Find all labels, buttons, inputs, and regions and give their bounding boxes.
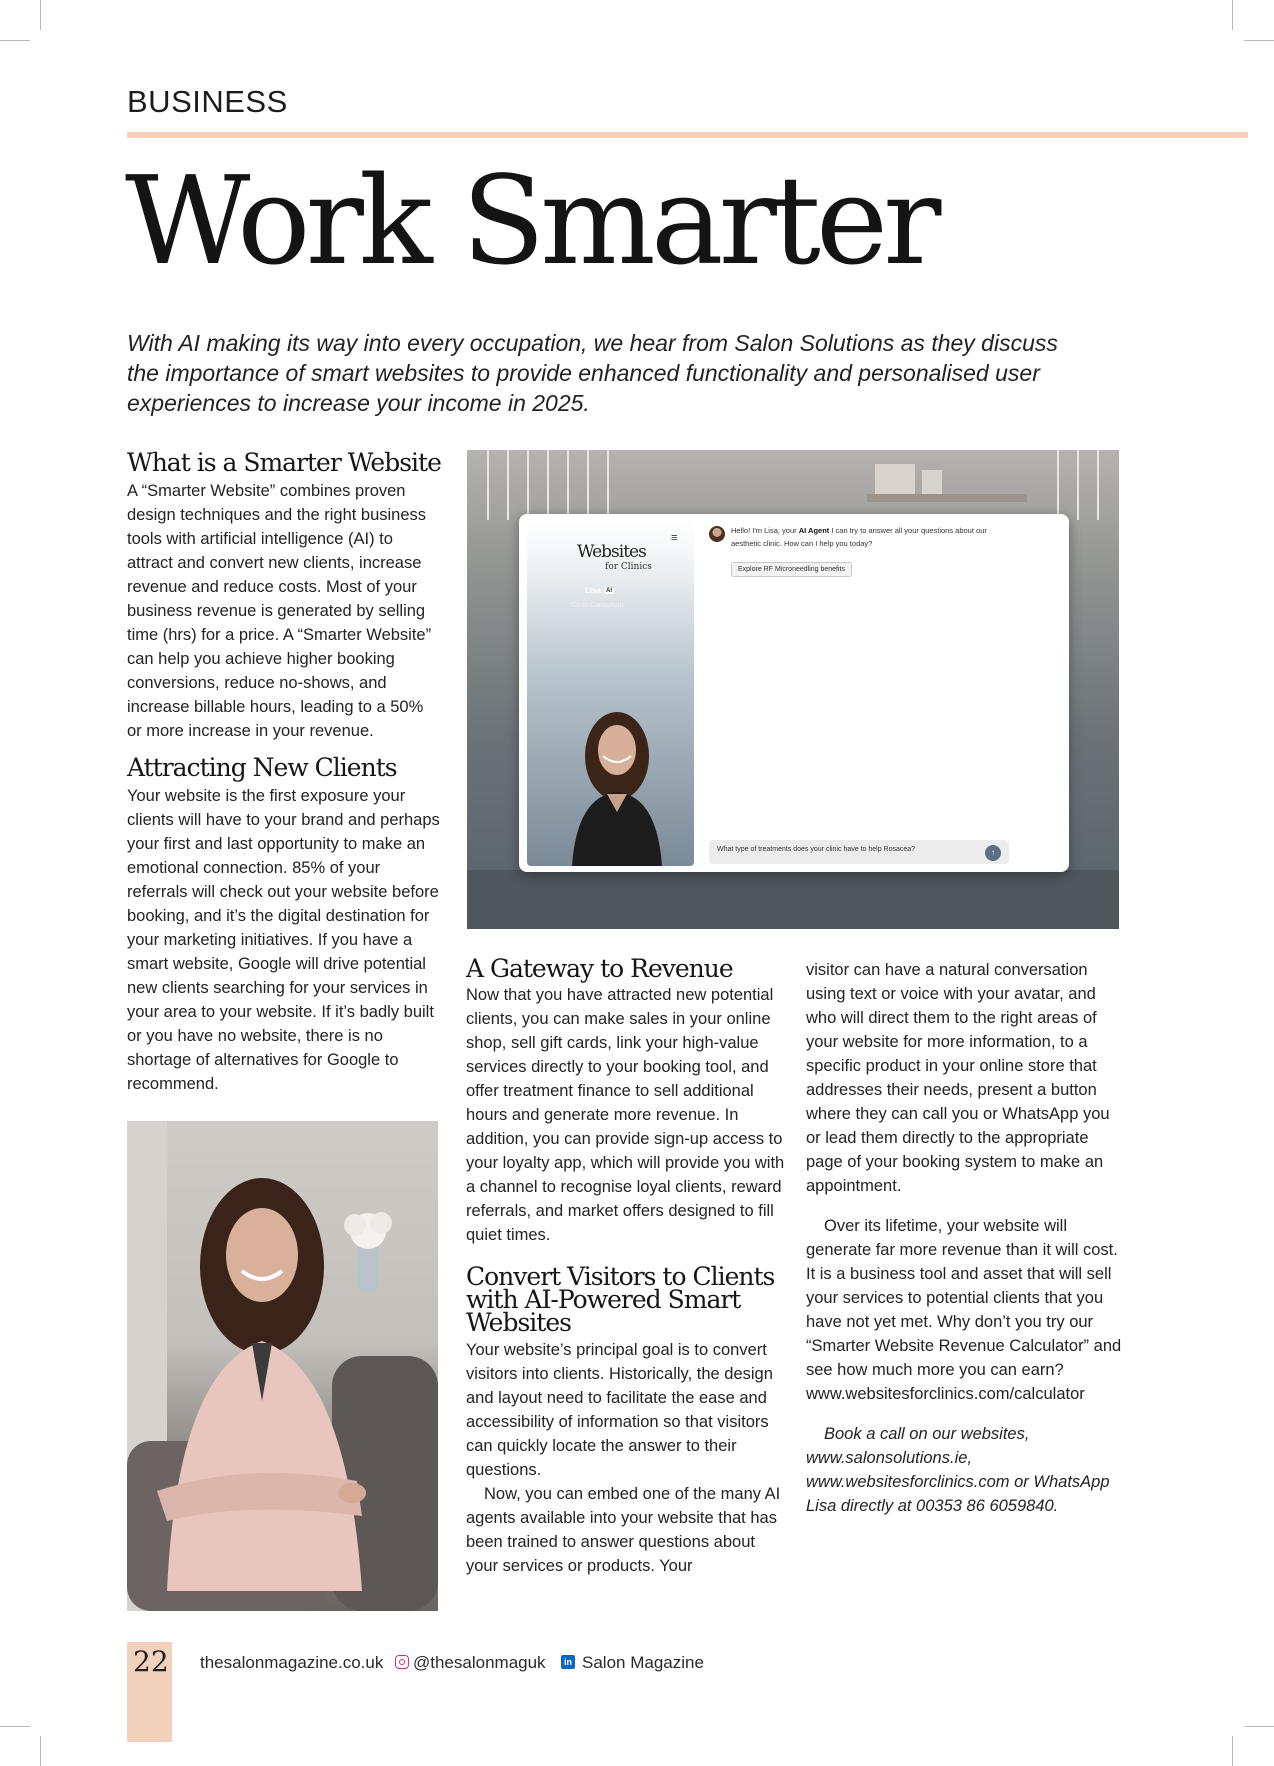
greeting-text-start: Hello! I'm Lisa, your (731, 526, 799, 535)
column-2 (466, 956, 791, 1578)
portrait-photo (127, 1121, 438, 1611)
instagram-icon (395, 1655, 409, 1669)
call-to-action: Book a call on our websites, www.salonsolutions.ie, www.websitesforclinics.com or WhatsApp Lisa directly at 00353 86 6059840. (806, 1425, 1110, 1515)
agent-avatar (709, 526, 725, 542)
paragraph-gap (806, 1406, 1126, 1422)
calculator-url[interactable]: www.websitesforclinics.com/calculator (806, 1385, 1085, 1403)
body-attracting-new-clients: Your website is the first exposure your clients will have to your brand and perhaps your first and last opportunity to make an emotional connection. 85% of your referrals will check out your website before booking, and it’s the digital destination for your marketing initiatives. If you have a smart website, Google will drive potential new clients searching for your services in your area to your website. If it’s badly built or you have no website, there is no shortage of alternatives for Google to recommend. (127, 787, 440, 1093)
crop-mark (0, 1726, 30, 1727)
window-blind (587, 450, 589, 520)
footer-website[interactable]: thesalonmagazine.co.uk (200, 1653, 384, 1672)
window-blind (527, 450, 529, 520)
crop-mark (40, 1736, 41, 1766)
ai-chat-screenshot-photo (467, 450, 1119, 929)
chat-input[interactable]: What type of treatments does your clinic have to help Rosacea? (709, 840, 1009, 864)
footer-instagram[interactable]: @thesalonmaguk (413, 1653, 546, 1672)
chat-agent-panel (527, 520, 694, 866)
window-blind (1057, 450, 1059, 520)
ai-badge: AI (606, 588, 613, 594)
paragraph-gap (806, 1198, 1126, 1214)
desk-surface (467, 870, 1119, 929)
standfirst: With AI making its way into every occupation, we hear from Salon Solutions as they discuss the importance of smart websites to provide enhanced functionality and personalised user experiences to increase your income in 2025. (127, 330, 1058, 416)
shelf-box (922, 470, 942, 494)
page-number: 22 (133, 1645, 169, 1678)
footer-linkedin[interactable]: Salon Magazine (582, 1653, 704, 1672)
crop-mark (1232, 0, 1233, 30)
column-3 (806, 958, 1126, 1518)
crop-mark (40, 0, 41, 30)
heading-convert-visitors: Convert Visitors to Clients with AI-Powered Smart Websites (466, 1262, 775, 1337)
crop-mark (0, 40, 30, 41)
window-blind (507, 450, 509, 520)
window-blind (567, 450, 569, 520)
body-gateway-to-revenue: Now that you have attracted new potential clients, you can make sales in your online shop, sell gift cards, link your high-value services directly to your booking tool, and offer treatment finance to sell additional hours and generate more revenue. In addition, you can provide sign-up access to your loyalty app, which will provide you with a channel to recognise loyal clients, reward referrals, and market offers designed to fill quiet times. (466, 986, 785, 1244)
chat-greeting (731, 524, 1001, 550)
body-smarter-website: A “Smarter Website” combines proven design techniques and the right business tools with artificial intelligence (AI) to attract and convert new clients, increase revenue and reduce costs. Most of your business revenue is generated by selling time (hrs) for a price. A “Smarter Website” can help you achieve higher booking conversions, reduce no-shows, and increase billable hours, leading to a 50% or more increase in your revenue. (127, 482, 432, 740)
menu-icon[interactable]: ≡ (671, 532, 678, 544)
agent-role: Clinic Consultant (571, 602, 624, 609)
crop-mark (1244, 1726, 1274, 1727)
window-blind (487, 450, 489, 520)
portrait-illustration (127, 1121, 438, 1611)
page-title: Work Smarter (125, 150, 937, 292)
shelf-box (875, 464, 915, 494)
brand-logo-subtext: for Clinics (605, 562, 652, 572)
send-button[interactable]: ↑ (985, 845, 1001, 861)
section-label: BUSINESS (127, 84, 288, 119)
chat-window (519, 514, 1069, 872)
crop-mark (1244, 40, 1274, 41)
linkedin-icon: in (561, 1655, 575, 1669)
crop-mark (1232, 1736, 1233, 1766)
heading-gateway-to-revenue: A Gateway to Revenue (466, 954, 733, 983)
body-continued-1: visitor can have a natural conversation using text or voice with your avatar, and who will direct them to the right areas of your website for more information, to a specific product in your online store that addresses their needs, present a button where they can call you or WhatsApp you or lead them directly to the appropriate page of your booking system to make an appointment. (806, 961, 1110, 1195)
agent-name-text: Lisa (585, 586, 602, 595)
body-continued-2: Over its lifetime, your website will generate far more revenue than it will cost. It is a business tool and asset that will sell your services to potential clients that you have not yet met. Why don’t you try our “Smarter Website Revenue Calculator” and see how much more you can earn? (806, 1217, 1122, 1379)
heading-attracting-new-clients: Attracting New Clients (127, 753, 397, 782)
agent-portrait (567, 696, 667, 866)
body-convert-visitors-1: Your website’s principal goal is to convert visitors into clients. Historically, the design and layout need to facilitate the ease and accessibility of information so that visitors can quickly locate the answer to their questions. (466, 1341, 773, 1479)
greeting-text-end: I can try to answer all your questions about our aesthetic clinic. How can I help you today? (731, 526, 987, 548)
shelf (867, 494, 1027, 502)
window-blind (607, 450, 609, 520)
body-convert-visitors-2: Now, you can embed one of the many AI agents available into your website that has been trained to answer questions about your services or products. Your (466, 1485, 781, 1575)
heading-smarter-website: What is a Smarter Website (127, 448, 441, 477)
window-blind (547, 450, 549, 520)
agent-name (585, 586, 614, 595)
window-blind (1077, 450, 1079, 520)
header-rule (127, 132, 1248, 138)
suggestion-chip[interactable]: Explore RF Microneedling benefits (731, 562, 852, 577)
brand-logo-text: Websites (577, 542, 646, 562)
column-1 (127, 450, 442, 1096)
greeting-text-bold: AI Agent (798, 526, 830, 535)
window-blind (1097, 450, 1099, 520)
